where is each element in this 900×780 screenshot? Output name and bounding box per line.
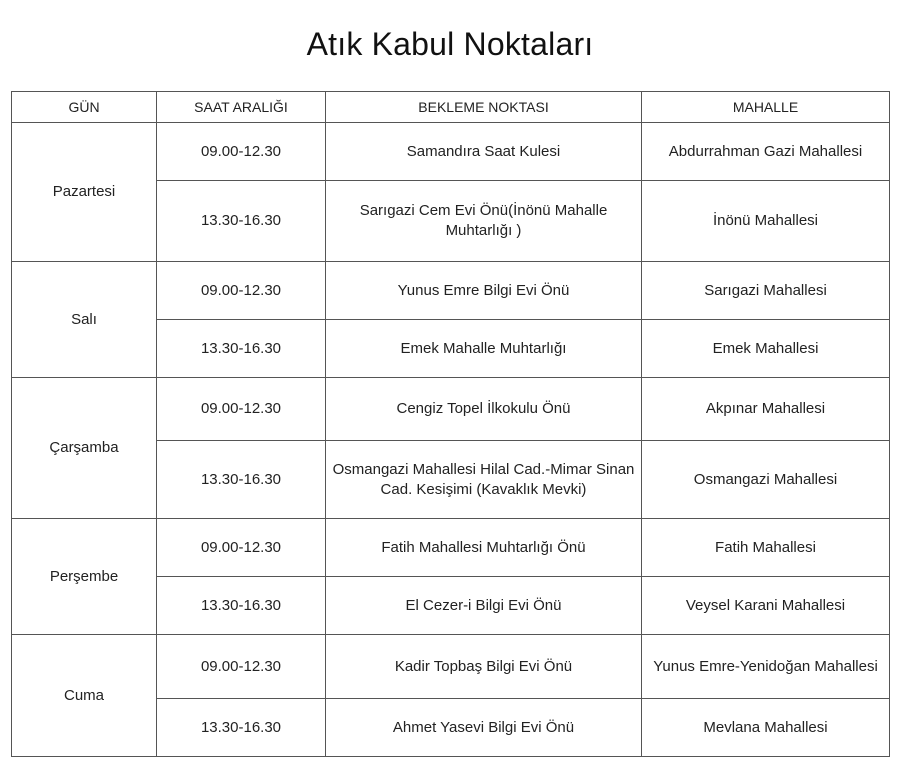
- time-cell: 09.00-12.30: [157, 635, 326, 699]
- time-cell: 13.30-16.30: [157, 699, 326, 757]
- header-time: SAAT ARALIĞI: [157, 92, 326, 123]
- point-cell: Yunus Emre Bilgi Evi Önü: [326, 262, 642, 320]
- table-row: [12, 519, 890, 577]
- time-cell: 13.30-16.30: [157, 181, 326, 262]
- day-cell: Perşembe: [12, 519, 157, 635]
- day-cell: Salı: [12, 262, 157, 378]
- point-cell: El Cezer-i Bilgi Evi Önü: [326, 577, 642, 635]
- table-row: [12, 123, 890, 181]
- district-cell: Sarıgazi Mahallesi: [642, 262, 890, 320]
- point-cell: Kadir Topbaş Bilgi Evi Önü: [326, 635, 642, 699]
- district-cell: Fatih Mahallesi: [642, 519, 890, 577]
- time-cell: 09.00-12.30: [157, 378, 326, 441]
- day-cell: Cuma: [12, 635, 157, 757]
- day-cell: Çarşamba: [12, 378, 157, 519]
- point-cell: Ahmet Yasevi Bilgi Evi Önü: [326, 699, 642, 757]
- district-cell: Mevlana Mahallesi: [642, 699, 890, 757]
- time-cell: 09.00-12.30: [157, 262, 326, 320]
- time-cell: 09.00-12.30: [157, 519, 326, 577]
- district-cell: Akpınar Mahallesi: [642, 378, 890, 441]
- day-cell: Pazartesi: [12, 123, 157, 262]
- district-cell: Osmangazi Mahallesi: [642, 441, 890, 519]
- district-cell: Emek Mahallesi: [642, 320, 890, 378]
- header-point: BEKLEME NOKTASI: [326, 92, 642, 123]
- point-cell: Osmangazi Mahallesi Hilal Cad.-Mimar Sinan Cad. Kesişimi (Kavaklık Mevki): [326, 441, 642, 519]
- table-row: [12, 635, 890, 699]
- header-district: MAHALLE: [642, 92, 890, 123]
- time-cell: 13.30-16.30: [157, 441, 326, 519]
- table-row: [12, 262, 890, 320]
- point-cell: Cengiz Topel İlkokulu Önü: [326, 378, 642, 441]
- district-cell: Veysel Karani Mahallesi: [642, 577, 890, 635]
- point-cell: Emek Mahalle Muhtarlığı: [326, 320, 642, 378]
- point-cell: Fatih Mahallesi Muhtarlığı Önü: [326, 519, 642, 577]
- district-cell: Yunus Emre-Yenidoğan Mahallesi: [642, 635, 890, 699]
- district-cell: İnönü Mahallesi: [642, 181, 890, 262]
- district-cell: Abdurrahman Gazi Mahallesi: [642, 123, 890, 181]
- time-cell: 13.30-16.30: [157, 577, 326, 635]
- table-row: [12, 378, 890, 441]
- point-cell: Samandıra Saat Kulesi: [326, 123, 642, 181]
- header-row: [12, 92, 890, 123]
- schedule-table: [11, 91, 890, 757]
- time-cell: 09.00-12.30: [157, 123, 326, 181]
- page-title: Atık Kabul Noktaları: [306, 26, 594, 62]
- time-cell: 13.30-16.30: [157, 320, 326, 378]
- header-day: GÜN: [12, 92, 157, 123]
- point-cell: Sarıgazi Cem Evi Önü(İnönü Mahalle Muhtarlığı ): [326, 181, 642, 262]
